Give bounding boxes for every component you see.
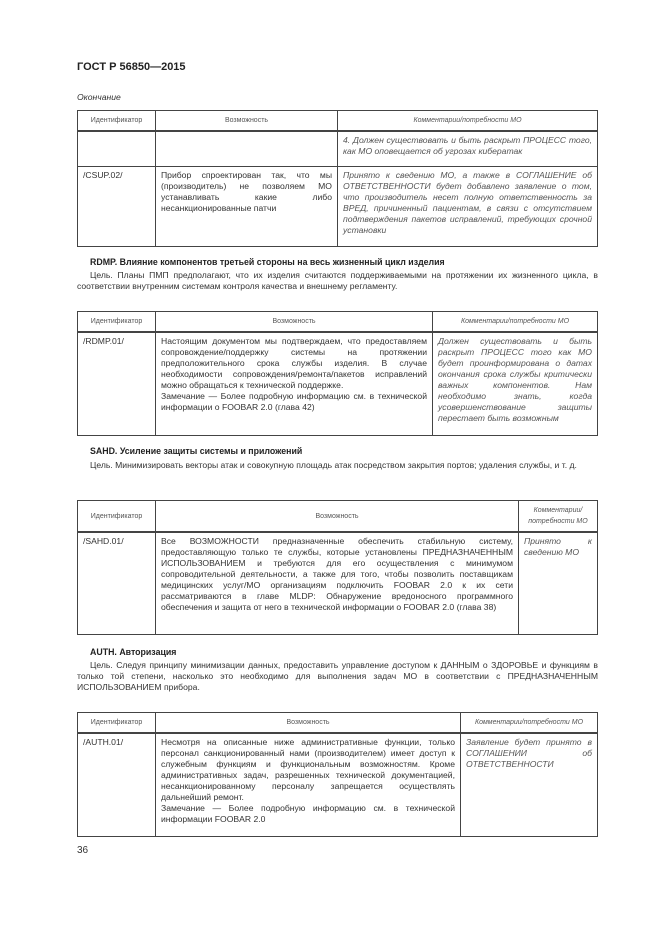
col-header-id: Идентификатор: [78, 713, 156, 734]
col-header-comment: Комментарии/потребности МО: [461, 713, 598, 734]
col-header-capability: Возможность: [156, 501, 519, 533]
row-note: Замечание — Более подробную информацию см. в технической информации FOOBAR 2.0: [161, 803, 455, 824]
col-header-id: Идентификатор: [78, 501, 156, 533]
row-capability: Прибор спроектирован так, что мы (производитель) не позволяем МО устанавливать какие либо несанкционированные патчи: [156, 166, 338, 246]
table-rdmp: [77, 311, 598, 436]
row-id: /AUTH.01/: [78, 733, 156, 836]
col-header-capability: Возможность: [156, 713, 461, 734]
row-capability: Настоящим документом мы подтверждаем, что предоставляем сопровождение/поддержку системы на протяжении предположительного срока службы изделия. В случае необходимости сопровождения/ремонта/пакетов исправлений можно обращаться к технической поддержке.: [161, 336, 427, 390]
row-note: Замечание — Более подробную информацию см. в технической информации о FOOBAR 2.0 (глава 42): [161, 391, 427, 412]
section-goal-rdmp: Цель. Планы ПМП предполагают, что их изделия считаются поддерживаемыми на протяжении их жизненного цикла, в соответствии внутренним системам контроля качества и внешнему регламенту.: [77, 270, 598, 291]
table-row: [78, 131, 598, 166]
page-number: 36: [77, 845, 89, 856]
row-id: /SAHD.01/: [78, 532, 156, 634]
row-comment: Должен существовать и быть раскрыт ПРОЦЕСС того как МО будет проинформирована о датах окончания срока службы критически важных компонентов. Нам необходимо знать, когда усовершенствование защиты перестает быть возможным: [433, 332, 598, 435]
row-comment: Заявление будет принято в СОГЛАШЕНИИ об ОТВЕТСТВЕННОСТИ: [461, 733, 598, 836]
table-row: [78, 532, 598, 634]
table-csup: [77, 110, 598, 247]
col-header-comment: Комментарии/ потребности МО: [519, 501, 598, 533]
col-header-capability: Возможность: [156, 111, 338, 132]
standard-header: ГОСТ Р 56850—2015: [77, 61, 186, 73]
col-header-id: Идентификатор: [78, 312, 156, 333]
row-capability: Несмотря на описанные ниже административные функции, только персонал санкционированный нами (производителем) имеет доступ к служебным функциям и функциональным возможностям. Кроме административных задач, разрешенных технической документацией, несанкционированному персоналу запрещается осуществлять дальнейший ремонт.: [161, 737, 455, 802]
col-header-comment: Комментарии/потребности МО: [338, 111, 598, 132]
col-header-capability: Возможность: [156, 312, 433, 333]
col-header-id: Идентификатор: [78, 111, 156, 132]
table-auth: [77, 712, 598, 837]
row-id: /CSUP.02/: [78, 166, 156, 246]
continuation-label: Окончание: [77, 92, 121, 102]
table-row: [78, 733, 598, 836]
row-id: [78, 131, 156, 166]
row-capability: [156, 131, 338, 166]
section-goal-sahd: Цель. Минимизировать векторы атак и совокупную площадь атак посредством закрытия портов; удаления службы, и т. д.: [90, 460, 577, 470]
row-capability: Все ВОЗМОЖНОСТИ предназначенные обеспечить стабильную систему, предоставляющую только те службы, которые установлены ПРЕДНАЗНАЧЕННЫМ ИСПОЛЬЗОВАНИЕМ и требуются для его осуществления с минимумом сопроводительной деятельности, а также для того, чтобы позволить поставщикам медицинских услуг/МО организациям подключить FOOBAR 2.0 к их сети рассматриваются в главе MLDP: Обнаружение вредоносного программного обеспечения и защита от него в технической информации о FOOBAR 2.0 (глава 38): [156, 532, 519, 634]
table-sahd: [77, 500, 598, 635]
table-row: [78, 332, 598, 435]
section-goal-auth: Цель. Следуя принципу минимизации данных, предоставить управление доступом к ДАННЫМ о ЗДОРОВЬЕ и функциям в только той степени, насколько это необходимо для выполнения задач МО в соответствии с ПРЕДНАЗНАЧЕННЫМ ИСПОЛЬЗОВАНИЕМ прибора.: [77, 660, 598, 692]
table-row: [78, 166, 598, 246]
row-comment: 4. Должен существовать и быть раскрыт ПРОЦЕСС того, как МО оповещается об угрозах кибератак: [338, 131, 598, 166]
row-comment: Принято к сведению МО: [519, 532, 598, 634]
row-id: /RDMP.01/: [78, 332, 156, 435]
section-heading-auth: AUTH. Авторизация: [90, 647, 177, 657]
section-heading-sahd: SAHD. Усиление защиты системы и приложений: [90, 446, 303, 456]
section-heading-rdmp: RDMP. Влияние компонентов третьей стороны на весь жизненный цикл изделия: [90, 257, 445, 267]
col-header-comment: Комментарии/потребности МО: [433, 312, 598, 333]
row-comment: Принято к сведению МО, а также в СОГЛАШЕНИЕ об ОТВЕТСТВЕННОСТИ будет добавлено заявление о том, что производитель несет полную ответственность за ВРЕД, причиненный пациентам, в связи с отсутствием подтверждения пакетов исправлений, требующих срочной установки: [338, 166, 598, 246]
